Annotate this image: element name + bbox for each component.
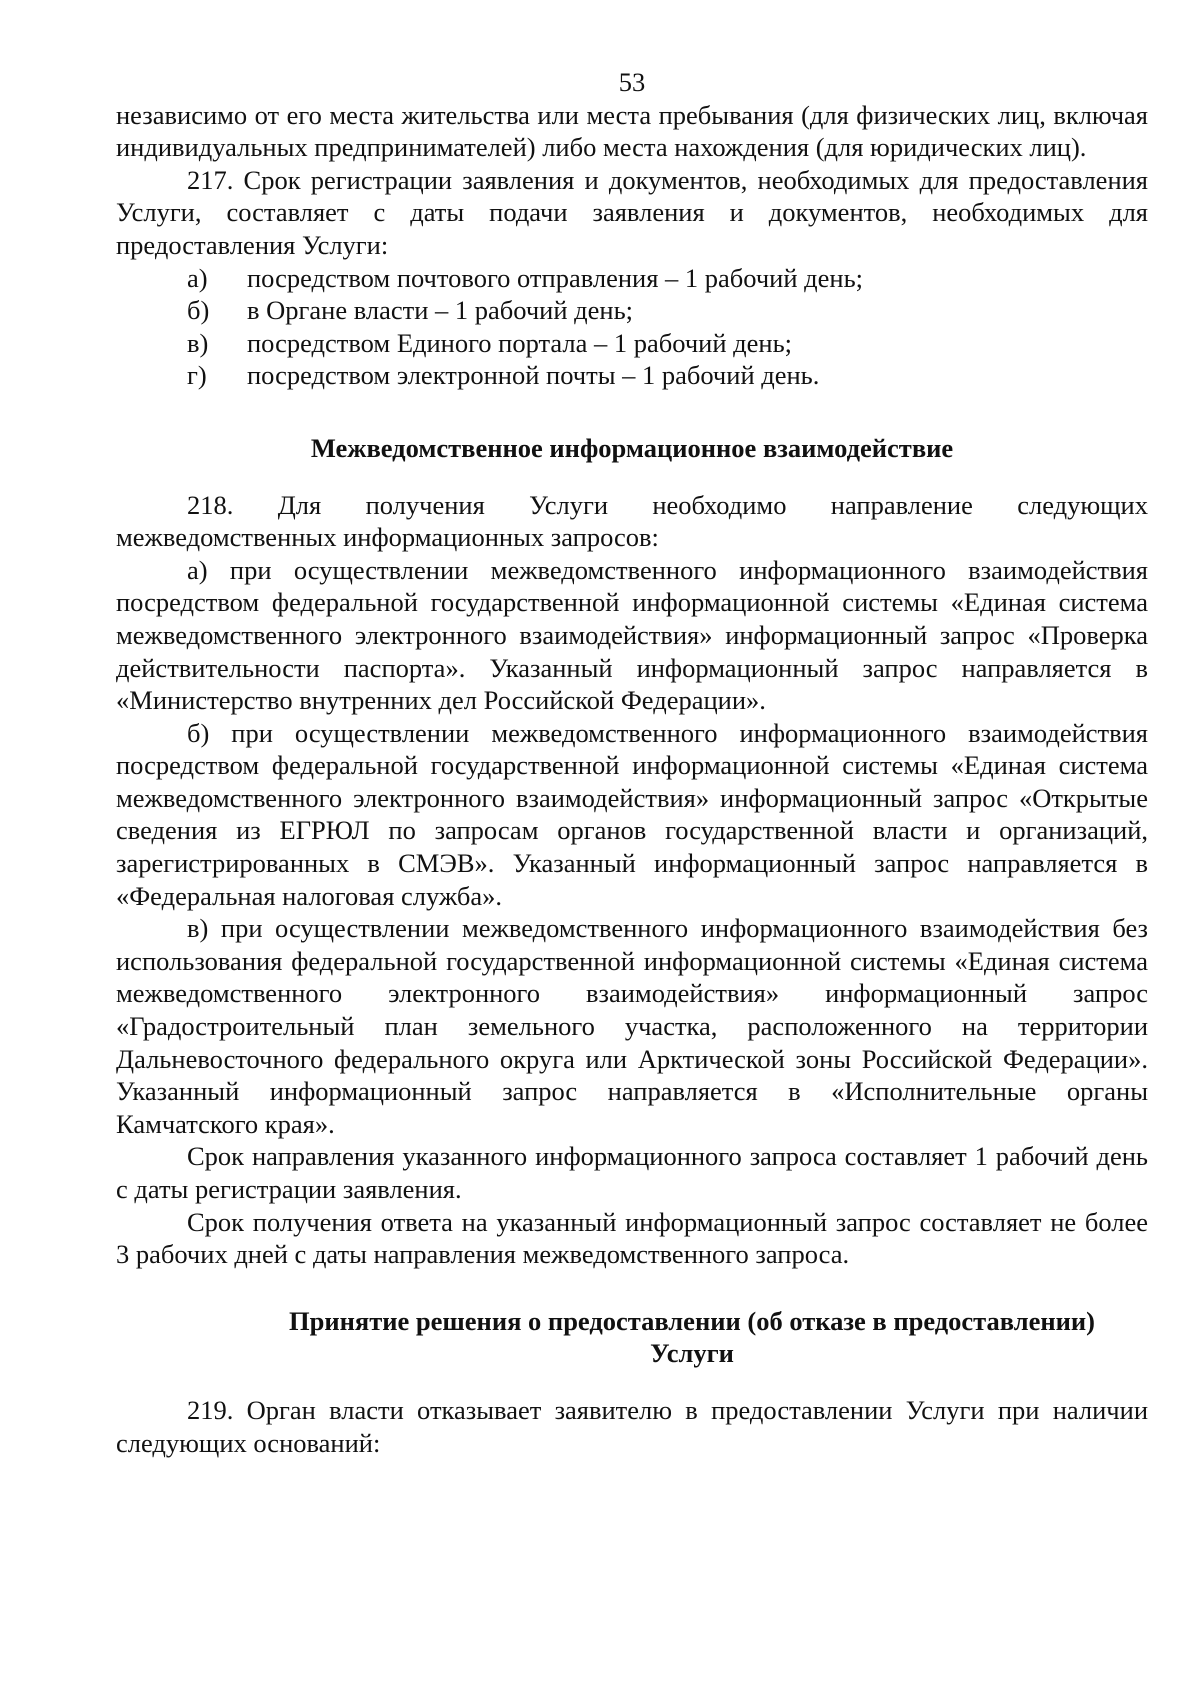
paragraph-219: 219. Орган власти отказывает заявителю в предоставлении Услуги при наличии следующих оснований: — [116, 1394, 1148, 1458]
list-item-217-a — [116, 262, 1148, 295]
list-text: посредством Единого портала – 1 рабочий день; — [247, 327, 793, 358]
list-marker: г) — [187, 360, 207, 391]
list-text: посредством почтового отправления – 1 рабочий день; — [247, 262, 864, 293]
list-text: в Органе власти – 1 рабочий день; — [247, 295, 634, 326]
paragraph-response-term: Срок получения ответа на указанный информационный запрос составляет не более 3 рабочих дней с даты направления межведомственного запроса. — [116, 1206, 1148, 1270]
paragraph-218: 218. Для получения Услуги необходимо направление следующих межведомственных информационных запросов: — [116, 489, 1148, 553]
section-heading-decision-line1: Принятие решения о предоставлении (об отказе в предоставлении) — [289, 1305, 1095, 1336]
paragraph-continuation: независимо от его места жительства или места пребывания (для физических лиц, включая индивидуальных предпринимателей) либо места нахождения (для юридических лиц). — [116, 99, 1148, 163]
list-item-217-g — [116, 359, 1148, 392]
paragraph-217: 217. Срок регистрации заявления и документов, необходимых для предоставления Услуги, составляет с даты подачи заявления и документов, необходимых для предоставления Услуги: — [116, 164, 1148, 260]
section-heading-decision-line2: Услуги — [650, 1338, 734, 1369]
paragraph-218-b: б) при осуществлении межведомственного информационного взаимодействия посредством федеральной государственной информационной системы «Единая система межведомственного электронного взаимодействия» информационный запрос «Открытые сведения из ЕГРЮЛ по запросам органов государственной власти и организаций, зарегистрированных в СМЭВ». Указанный информационный запрос направляется в «Федеральная налоговая служба». — [116, 717, 1148, 911]
paragraph-request-term: Срок направления указанного информационного запроса составляет 1 рабочий день с даты регистрации заявления. — [116, 1141, 1148, 1204]
list-item-217-b — [116, 294, 1148, 327]
document-page — [116, 66, 1148, 1459]
list-marker: в) — [187, 327, 209, 358]
page-number: 53 — [618, 67, 646, 97]
paragraph-218-v: в) при осуществлении межведомственного информационного взаимодействия без использования федеральной государственной информационной системы «Единая система межведомственного электронного взаимодействия» информационный запрос «Градостроительный план земельного участка, расположенного на территории Дальневосточного федерального округа или Арктической зоны Российской Федерации». Указанный информационный запрос направляется в «Исполнительные органы Камчатского края». — [116, 913, 1148, 1139]
section-heading-decision — [116, 1305, 1148, 1370]
paragraph-218-a: а) при осуществлении межведомственного информационного взаимодействия посредством федеральной государственной информационной системы «Единая система межведомственного электронного взаимодействия» информационный запрос «Проверка действительности паспорта». Указанный информационный запрос направляется в «Министерство внутренних дел Российской Федерации». — [116, 554, 1148, 716]
section-heading-interagency: Межведомственное информационное взаимодействие — [310, 432, 954, 463]
list-item-217-v — [116, 327, 1148, 360]
list-marker: б) — [187, 295, 210, 326]
list-marker: а) — [187, 262, 208, 293]
list-text: посредством электронной почты – 1 рабочий день. — [247, 360, 820, 391]
